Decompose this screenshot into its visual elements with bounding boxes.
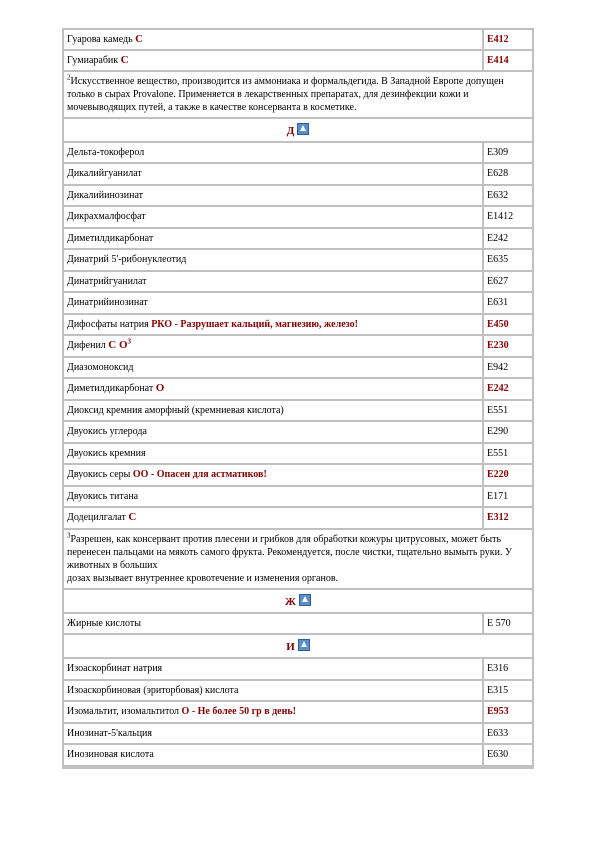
footnote-row bbox=[64, 72, 532, 117]
additive-name: Жирные кислоты bbox=[64, 614, 482, 633]
e-code: E 570 bbox=[484, 614, 532, 633]
marker: С bbox=[135, 33, 144, 45]
e-code: E631 bbox=[484, 293, 532, 313]
footnote-row bbox=[64, 530, 532, 588]
e-code: E412 bbox=[484, 30, 532, 49]
additive-name: Дикрахмалфосфат bbox=[64, 207, 482, 227]
additive-name: Инозиновая кислота bbox=[64, 745, 482, 765]
e-code: E627 bbox=[484, 272, 532, 291]
footnote: $^2$Искусственное вещество, производится из аммониака и формальдегида. В Западной Европе допущен только в сырах Provalone. Применяется в лекарственных препаратах, для дезинфекции кожи и мочевыводящих путей, а также в качестве консерванта в косметике. bbox=[64, 72, 532, 117]
e-code: E414 bbox=[484, 51, 532, 70]
additive-name: Гумиарабик bbox=[67, 55, 119, 66]
table-row bbox=[64, 745, 532, 765]
marker: С bbox=[128, 511, 137, 523]
additive-name: Дельта-токоферол bbox=[64, 143, 482, 162]
table-row bbox=[64, 186, 532, 205]
additive-name: Изомальтит, изомальтитол bbox=[67, 706, 180, 717]
e-code: E551 bbox=[484, 401, 532, 420]
e-code: E942 bbox=[484, 358, 532, 377]
section-letter: Ж bbox=[285, 596, 296, 608]
additive-name: Додецилгалат bbox=[67, 512, 126, 523]
e-code: E1412 bbox=[484, 207, 532, 227]
section-header-zh bbox=[64, 590, 532, 612]
table-row bbox=[64, 681, 532, 700]
additive-name: Двуокись серы bbox=[67, 469, 131, 480]
e-code: E635 bbox=[484, 250, 532, 270]
table-row bbox=[64, 422, 532, 442]
e-code: E290 bbox=[484, 422, 532, 442]
warning-text: РКО - Разрушает кальций, магнезию, железо! bbox=[151, 319, 358, 330]
table-row bbox=[64, 30, 532, 49]
table-row bbox=[64, 229, 532, 248]
table-row bbox=[64, 614, 532, 633]
e-code: E312 bbox=[484, 508, 532, 528]
table-row bbox=[64, 358, 532, 377]
additive-name: Двуокись углерода bbox=[64, 422, 482, 442]
additive-name: Дикалийинозинат bbox=[64, 186, 482, 205]
e-code: E628 bbox=[484, 164, 532, 184]
marker: О bbox=[155, 382, 165, 394]
table-row bbox=[64, 293, 532, 313]
marker: С bbox=[120, 54, 129, 66]
additive-name: Динатрийинозинат bbox=[64, 293, 482, 313]
section-letter: И bbox=[286, 641, 295, 653]
additive-name: Изоаскорбиновая (эриторбовая) кислота bbox=[64, 681, 482, 700]
additive-name: Динатрий 5'-рибонуклеотид bbox=[64, 250, 482, 270]
e-code: E242 bbox=[484, 379, 532, 399]
additive-name: Двуокись титана bbox=[64, 487, 482, 506]
table-row bbox=[64, 143, 532, 162]
table-row bbox=[64, 659, 532, 679]
additive-name: Диоксид кремния аморфный (кремниевая кислота) bbox=[64, 401, 482, 420]
additive-name: Инозинат-5'кальция bbox=[64, 724, 482, 743]
table-row bbox=[64, 465, 532, 485]
section-letter: Д bbox=[286, 125, 295, 137]
additive-name: Двуокись кремния bbox=[64, 444, 482, 463]
e-code: E242 bbox=[484, 229, 532, 248]
additives-table bbox=[62, 28, 534, 769]
e-code: E633 bbox=[484, 724, 532, 743]
footnote: $^3$Разрешен, как консервант против плесени и грибков для обработки кожуры цитрусовых, может быть перенесен пальцами на мякоть самого фрукта. Рекомендуется, после чистки, тщательно вымыть руки. У животных в больших дозах вызывает внутреннее кровотечение и изменения органов. bbox=[64, 530, 532, 588]
table-row bbox=[64, 702, 532, 722]
section-header-i bbox=[64, 635, 532, 657]
additive-name: Дифенил bbox=[67, 340, 106, 351]
e-code: E450 bbox=[484, 315, 532, 334]
table-row bbox=[64, 724, 532, 743]
table-row: Дифенил С $О^3$ E230 bbox=[64, 336, 532, 356]
table-row bbox=[64, 51, 532, 70]
table-row bbox=[64, 487, 532, 506]
additive-name: Изоаскорбинат натрия bbox=[64, 659, 482, 679]
e-code: E316 bbox=[484, 659, 532, 679]
e-code: E220 bbox=[484, 465, 532, 485]
table-row bbox=[64, 164, 532, 184]
table-row bbox=[64, 508, 532, 528]
e-code: E315 bbox=[484, 681, 532, 700]
e-code: E551 bbox=[484, 444, 532, 463]
additive-name: Диметилдикарбонат bbox=[67, 383, 154, 394]
table-row bbox=[64, 315, 532, 334]
up-arrow-icon[interactable] bbox=[297, 123, 309, 135]
section-header-d bbox=[64, 119, 532, 141]
e-code: E632 bbox=[484, 186, 532, 205]
e-code: E171 bbox=[484, 487, 532, 506]
table-row bbox=[64, 207, 532, 227]
e-code: E230 bbox=[484, 336, 532, 356]
e-code: E630 bbox=[484, 745, 532, 765]
table-row bbox=[64, 250, 532, 270]
additive-name: Дикалийгуанилат bbox=[64, 164, 482, 184]
table-row bbox=[64, 379, 532, 399]
up-arrow-icon[interactable] bbox=[298, 639, 310, 651]
additive-name: Дифосфаты натрия bbox=[67, 319, 149, 330]
table-row bbox=[64, 444, 532, 463]
table-row bbox=[64, 272, 532, 291]
warning-text: ОО - Опасен для астматиков! bbox=[132, 469, 267, 480]
e-code: E309 bbox=[484, 143, 532, 162]
additive-name: Диметилдикарбонат bbox=[64, 229, 482, 248]
up-arrow-icon[interactable] bbox=[299, 594, 311, 606]
table-row bbox=[64, 401, 532, 420]
warning-text: О - Не более 50 гр в день! bbox=[181, 706, 296, 717]
marker: С О bbox=[108, 339, 128, 351]
additive-name: Динатрийгуанилат bbox=[64, 272, 482, 291]
additive-name: Гуарова камедь bbox=[67, 34, 133, 45]
e-code: E953 bbox=[484, 702, 532, 722]
additive-name: Диазомоноксид bbox=[64, 358, 482, 377]
